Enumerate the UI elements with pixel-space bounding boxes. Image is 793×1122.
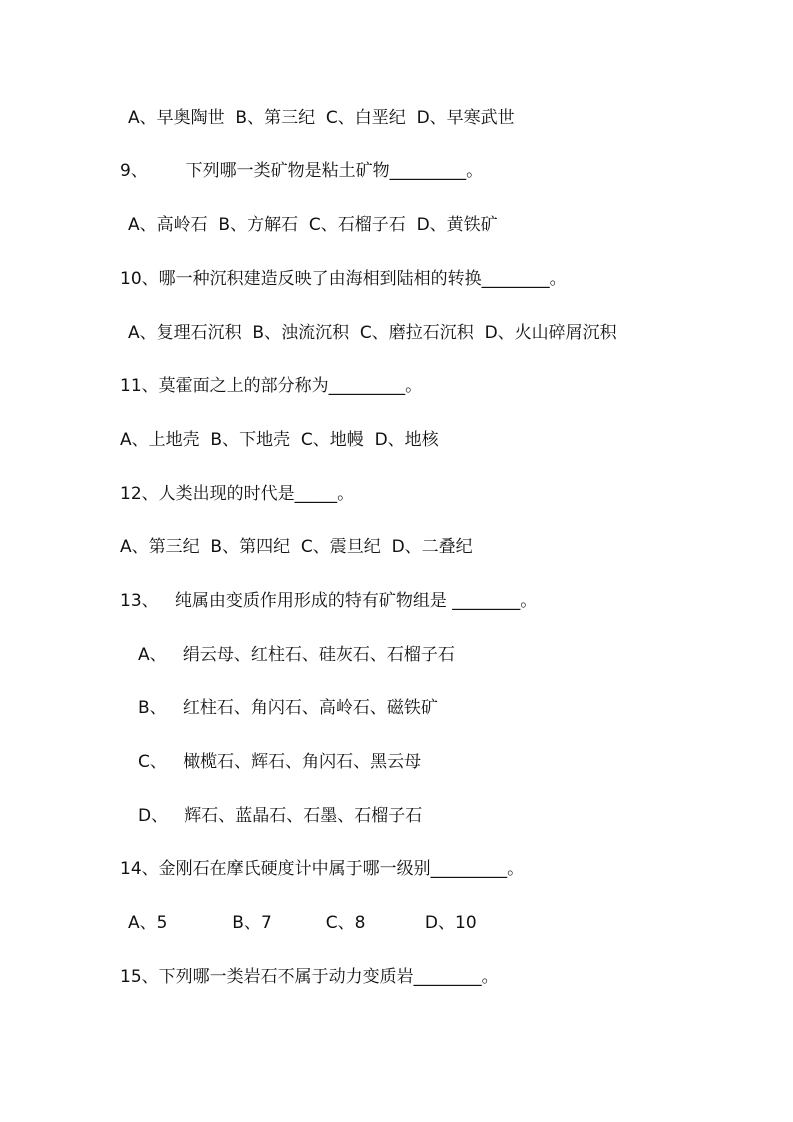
question-14: 14、金刚石在摩氏硬度计中属于哪一级别_________。 — [120, 859, 525, 879]
question-11: 11、莫霍面之上的部分称为_________。 — [120, 376, 423, 396]
answer-option-13a: A、 绢云母、红柱石、硅灰石、石榴子石 — [138, 645, 455, 665]
question-10: 10、哪一种沉积建造反映了由海相到陆相的转换________。 — [120, 269, 567, 289]
question-15: 15、下列哪一类岩石不属于动力变质岩________。 — [120, 967, 499, 987]
answer-options-q10: A、复理石沉积 B、浊流沉积 C、磨拉石沉积 D、火山碎屑沉积 — [128, 323, 617, 343]
question-9: 9、 下列哪一类矿物是粘土矿物_________。 — [120, 161, 484, 181]
answer-options-q9: A、高岭石 B、方解石 C、石榴子石 D、黄铁矿 — [128, 215, 498, 235]
answer-option-13d: D、 辉石、蓝晶石、石墨、石榴子石 — [138, 806, 423, 826]
answer-option-13c: C、 橄榄石、辉石、角闪石、黑云母 — [138, 752, 422, 772]
question-12: 12、人类出现的时代是_____。 — [120, 484, 355, 504]
answer-options-q8: A、早奥陶世 B、第三纪 C、白垩纪 D、早寒武世 — [128, 108, 515, 128]
question-13: 13、 纯属由变质作用形成的特有矿物组是 ________。 — [120, 591, 538, 611]
answer-options-q12: A、第三纪 B、第四纪 C、震旦纪 D、二叠纪 — [120, 537, 473, 557]
answer-option-13b: B、 红柱石、角闪石、高岭石、磁铁矿 — [138, 698, 438, 718]
answer-options-q11: A、上地壳 B、下地壳 C、地幔 D、地核 — [120, 430, 439, 450]
answer-options-q14: A、5 B、7 C、8 D、10 — [128, 913, 477, 933]
